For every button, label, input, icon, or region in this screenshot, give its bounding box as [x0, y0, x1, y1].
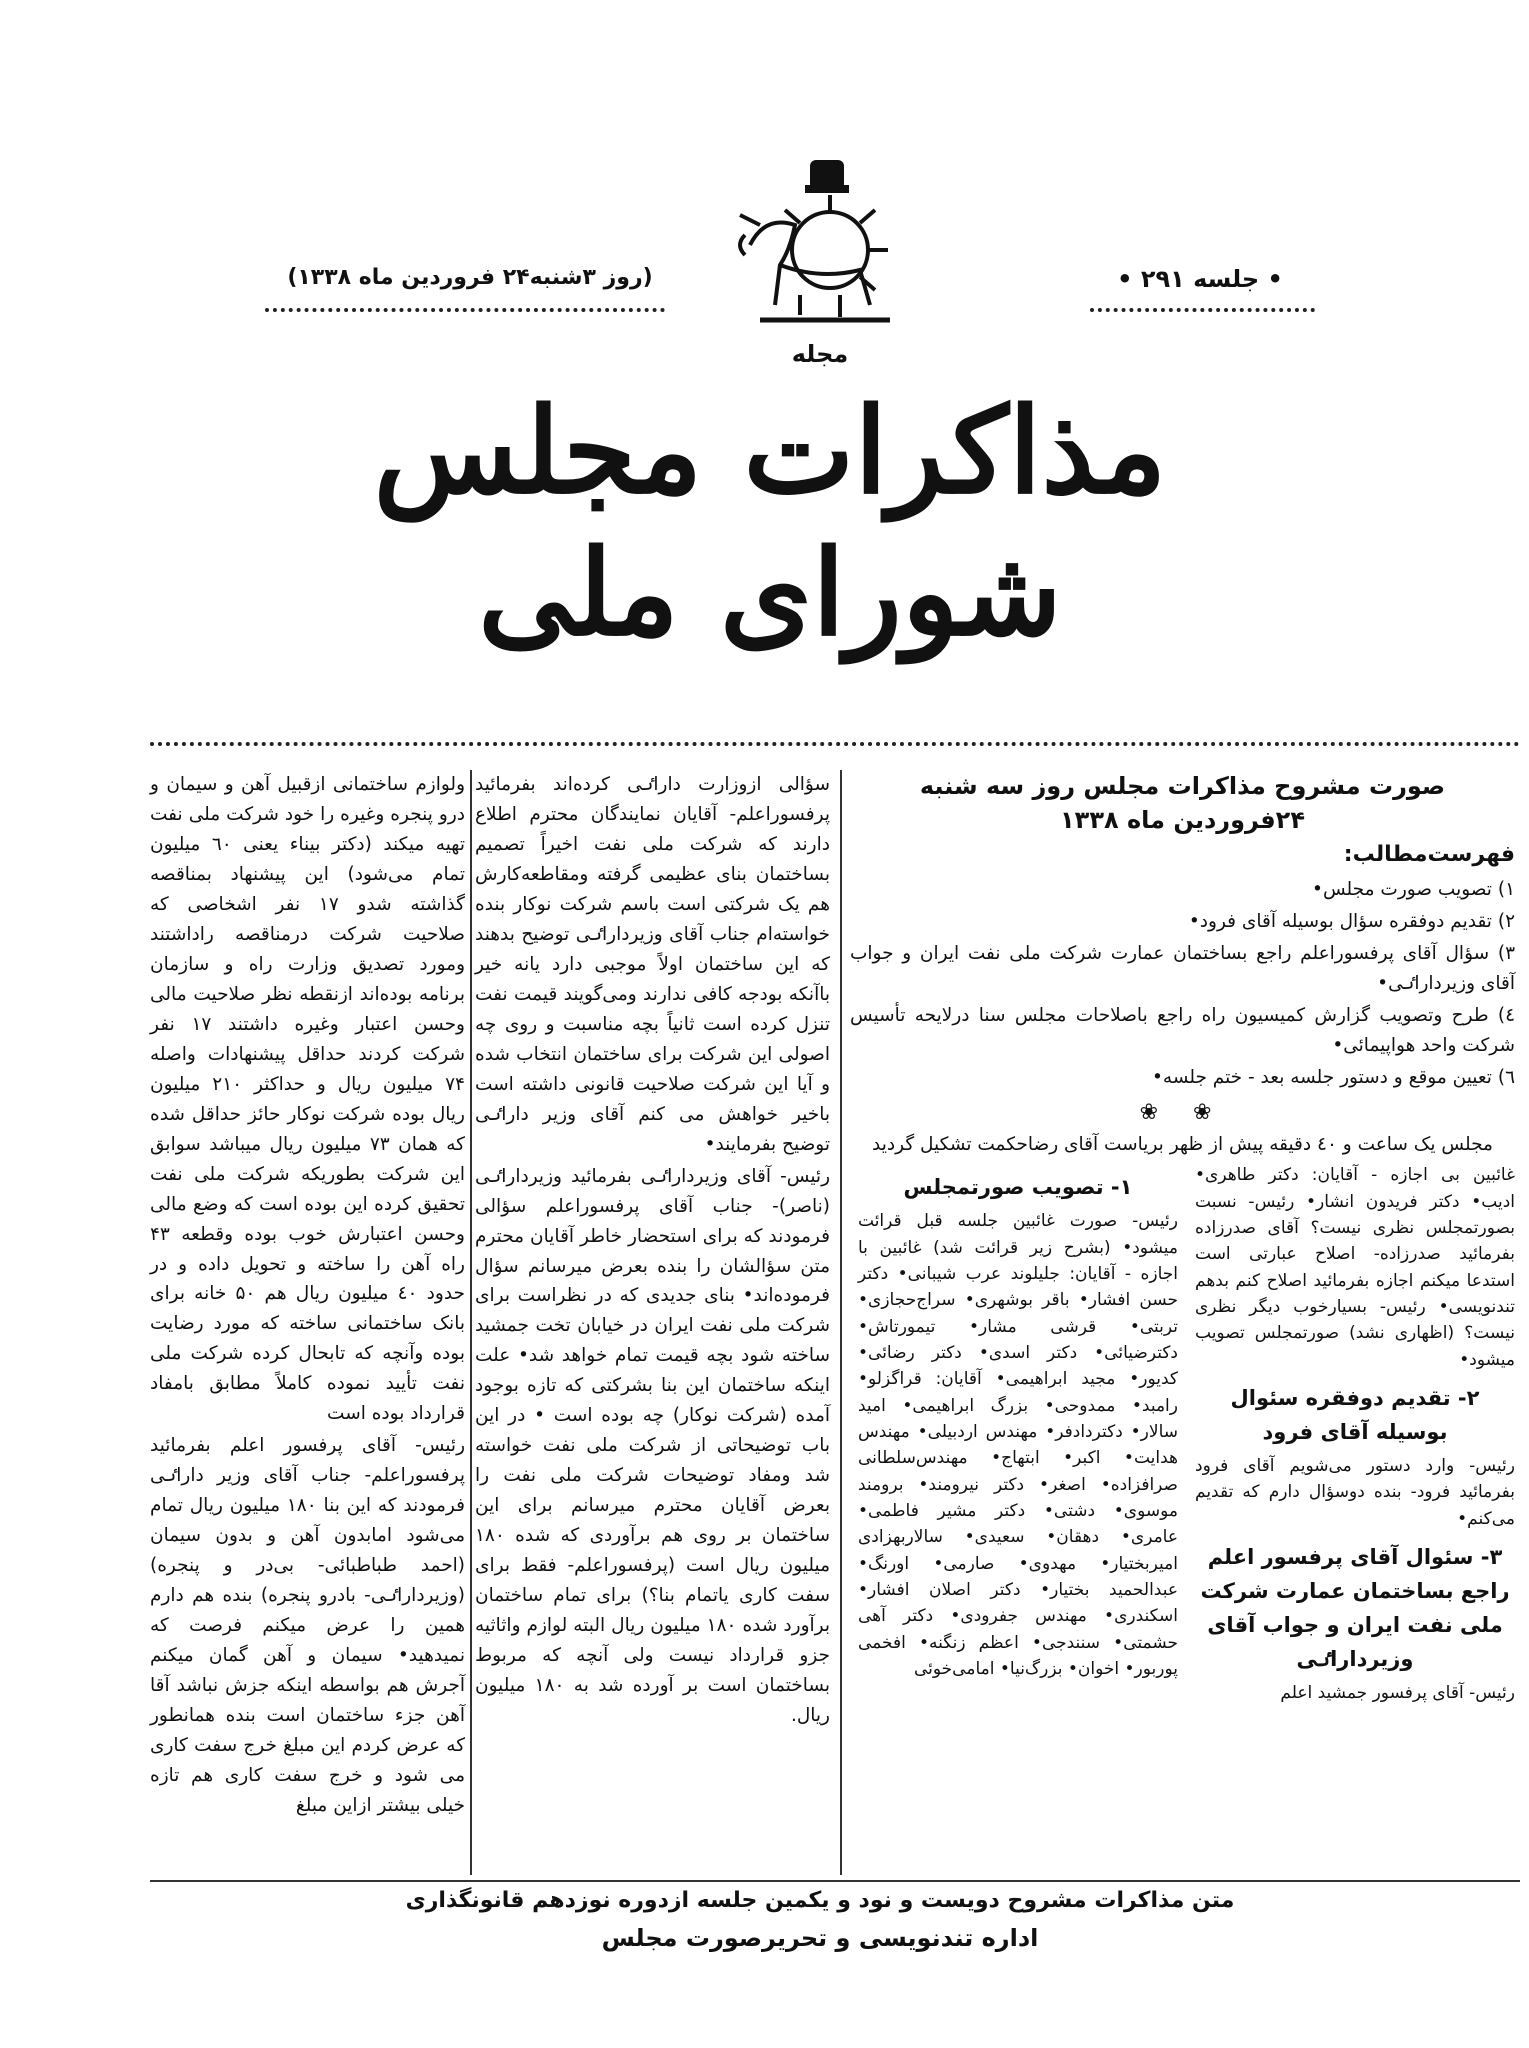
- section-2-heading: ۲- تقدیم دوفقره سئوال بوسیله آقای فرود: [1230, 1385, 1480, 1444]
- right-column: [850, 770, 1515, 1708]
- footer-session-note: متن مذاکرات مشروح دویست و نود و یکمین جلسه ازدوره نوزدهم قانونگذاری: [405, 1888, 1235, 1913]
- session-number: • جلسه ۲۹۱ •: [1117, 265, 1283, 293]
- toc-item-1: ۱) تصویب صورت مجلس•: [1312, 878, 1515, 900]
- toc-item-3: ۳) سؤال آقای پرفسوراعلم راجع بساختمان عمارت شرکت ملی نفت ایران و جواب آقای وزیرداراٸی•: [850, 942, 1515, 994]
- left-body-1: ولوازم ساختمانی ازقبیل آهن و سیمان و درو پنجره وغیره را خود شرکت ملی نفت تهیه میکند (دکتر بیناء یعنی ٦۰ میلیون تمام می‌شود) این پیشنهاد بمناقصه گذاشته شدو ۱۷ نفر اشخاصی که صلاحیت شرکت درمناقصه راداشتند ومورد تصدیق وزارت راه و سازمان برنامه بوده‌اند ازنقطه نظر صلاحیت مالی وحسن اعتبار وغیره داشتند ۱۷ نفر شرکت کردند حداقل پیشنهادات واصله ۷۴ میلیون ریال و حداکثر ۲۱۰ میلیون ریال بوده شرکت نوکار حائز حداقل شده که همان ۷۳ میلیون ریال میباشد سوابق این شرکت بطوریکه شرکت ملی نفت تحقیق کرده این بوده است که وضع مالی وحسن اعتبارش خوب بوده وقطعه ۴۳ راه آهن را ساخته و تحویل داده و در حدود ٤۰ میلیون ریال هم ۵۰ خانه برای بانک ساختمانی ساخته که مورد رضایت بوده وآنچه که تابحال کرده شرکت ملی نفت تأیید نموده کاملاً مطابق بامفاد قرارداد بوده است: [150, 774, 465, 1425]
- middle-body-1: سؤالی ازوزارت داراٸی کرده‌اند بفرمائید پرفسوراعلم- آقایان نمایندگان محترم اطلاع دارند که شرکت ملی نفت اخیراً تصمیم بساختمان بنای عظیمی گرفته ومقاطعه‌کارش هم یک شرکتی است باسم شرکت نوکار بنده خواسته‌ام جناب آقای وزیرداراٸی توضیح بدهند که این ساختمان اولاً موجبی دارد یانه خیر باآنکه بودجه کافی ندارند ومی‌گویند قیمت نفت تنزل کرده است ثانیاً بچه مناسبت و روی چه اصولی این شرکت برای ساختمان انتخاب شده و آیا این شرکت صلاحیت قانونی داشته است باخیر خواهش می کنم آقای وزیر داراٸی توضیح بفرمایند•: [475, 774, 830, 1155]
- header-divider-left: [265, 308, 665, 312]
- section-2-body: رئیس- وارد دستور می‌شویم آقای فرود بفرمائید فرود- بنده دوسؤال دارم که تقدیم می‌کنم•: [1195, 1455, 1515, 1529]
- toc-item-2: ۲) تقدیم دوفقره سؤال بوسیله آقای فرود•: [1188, 910, 1515, 932]
- toc-heading: فهرست‌مطالب:: [1343, 842, 1515, 868]
- left-body-2: رئیس- آقای پرفسور اعلم بفرمائید پرفسوراعلم- جناب آقای وزیر داراٸی فرمودند که این بنا ۱۸۰ میلیون ریال تمام می‌شود امابدون آهن و بدون سیمان (احمد طباطبائی- بی‌در و پنجره) (وزیرداراٸی- بادرو پنجره) بنده هم دارم همین را عرض میکنم فرصت که نمیدهید• سیمان و آهن گمان میکنم آجرش هم بواسطه اینکه جزش نباشد آقا آهن جزء ساختمان است بنده همانطور که عرض کردم این مبلغ خرج سفت کاری می شود و خرج سفت کاری هم تازه خیلی بیشتر ازاین مبلغ: [150, 1435, 465, 1816]
- column-rule-2: [470, 770, 472, 1875]
- toc-item-4: ٤) طرح وتصویب گزارش کمیسیون راه راجع باصلاحات مجلس سنا درلایحه تأسیس شرکت واحد هواپیمائی•: [850, 1004, 1515, 1056]
- opening-statement: مجلس یک ساعت و ٤۰ دقیقه پیش از ظهر بریاست آقای رضاحکمت تشکیل گردید: [872, 1134, 1493, 1156]
- magazine-label: مجله: [791, 340, 849, 368]
- toc-item-5: ٦) تعیین موقع و دستور جلسه بعد - ختم جلسه•: [1152, 1066, 1515, 1088]
- lion-and-sun-emblem-icon: [720, 155, 910, 335]
- session-date: (روز ۳شنبه۲۴ فروردین ماه ۱۳۳۸): [287, 265, 653, 290]
- section-3-body: رئیس- آقای پرفسور جمشید اعلم: [1280, 1683, 1515, 1704]
- masthead-title: مذاکرات مجلس شورای ملی: [373, 381, 1167, 662]
- footer-office: اداره تندنویسی و تحریرصورت مجلس: [601, 1924, 1039, 1952]
- section-3-heading: ۳- سئوال آقای پرفسور اعلم راجع بساختمان عمارت شرکت ملی نفت ایران و جواب آقای وزیرداراٸی: [1200, 1545, 1510, 1672]
- right-subcolumn: [858, 1162, 1178, 1684]
- left-subcolumn: [1195, 1162, 1515, 1708]
- column-rule-1: [840, 770, 842, 1875]
- section-1-heading: ۱- تصویب صورتمجلس: [903, 1175, 1133, 1200]
- middle-body-2: رئیس- آقای وزیرداراٸی بفرمائید وزیرداراٸی (ناصر)- جناب آقای پرفسوراعلم سؤالی فرمودند که برای استحضار خاطر آقایان محترم متن سؤالشان را بنده بعرض میرسانم سؤال فرموده‌اند• بنای جدیدی که در نظراست برای شرکت ملی نفت ایران در خیابان تخت جمشید ساخته شود بچه قیمت تمام خواهد شد• علت اینکه ساختمان این بنا بشرکتی که تازه بوجود آمده (شرکت نوکار) چه بوده است • در این باب توضیحاتی از شرکت ملی نفت خواسته شد ومفاد توضیحات شرکت ملی نفت را بعرض آقایان محترم میرسانم برای این ساختمان بر روی هم برآوردی که شده ۱۸۰ میلیون ریال است (پرفسوراعلم- فقط برای سفت کاری یاتمام بنا؟) برای تمام ساختمان برآورد شده ۱۸۰ میلیون ریال البته لوازم واثاثیه جزو قرارداد نیست ولی آنچه که مربوط بساختمان است بر آورده شد به ۱۸۰ میلیون ریال.: [475, 1165, 830, 1727]
- footer-rule: [150, 1880, 1520, 1882]
- middle-column: [475, 770, 830, 1733]
- ornament-icon: ❀ ❀: [1139, 1099, 1226, 1125]
- proceedings-title: صورت مشروح مذاکرات مجلس روز سه شنبه ۲۴فروردین ماه ۱۳۳۸: [919, 772, 1446, 834]
- masthead-divider: [150, 742, 1520, 746]
- header-divider-right: [1090, 308, 1315, 312]
- left-column: [150, 770, 465, 1823]
- section-1-continued: غائبین بی اجازه - آقایان: دکتر طاهری• ادیب• دکتر فریدون انشار• رئیس- نسبت بصورتمجلس نظری نیست؟ آقای صدرزاده بفرمائید صدرزاده- اصلاح عبارتی است استدعا میکنم اجازه بفرمائید اصلاح کنم بدهم تندنویسی• رئیس- بسیارخوب دیگر نظری نیست؟ (اظهاری نشد) صورتمجلس تصویب میشود•: [1195, 1165, 1515, 1370]
- section-1-body: رئیس- صورت غائبین جلسه قبل قرائت میشود• (بشرح زیر قرائت شد) غائبین با اجازه - آقایان: جلیلوند عرب شیبانی• دکتر حسن افشار• باقر بوشهری• سراج‌حجازی• تربتی• قرشی مشار• تیمورتاش• دکترضیائی• دکتر اسدی• دکتر رضائی• کدیور• مجید ابراهیمی• آقایان: قراگزلو• رامبد• ممدوحی• بزرگ ابراهیمی• امید سالار• دکتردادفر• مهندس اردبیلی• مهندس هدایت• اکبر• ابتهاج• مهندس‌سلطانی صرافزاده• اصغر• دکتر نیرومند• برومند موسوی• دشتی• دکتر مشیر فاطمی• عامری• دهقان• سعیدی• سالاربهزادی امیربختیار• مهدوی• صارمی• اورنگ• عبدالحمید بختیار• دکتر اصلان افشار• اسکندری• مهندس جفرودی• دکتر آهی حشمتی• سنندجی• اعظم زنگنه• افخمی پوربور• اخوان• بزرگ‌نیا• امامی‌خوئی: [858, 1211, 1178, 1680]
